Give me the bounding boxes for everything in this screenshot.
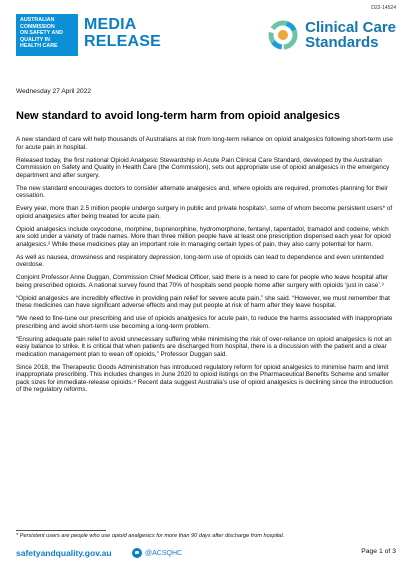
article-body (16, 136, 396, 399)
media-line: MEDIA (84, 16, 137, 33)
paragraph: “We need to fine-tune our prescribing and use of opioids analgesics for acute pain, to reduce the harms associated with inappropriate prescribing and avoid short-term use becoming a long-term problem. (16, 315, 393, 330)
ccs-wordmark (305, 20, 396, 50)
ccs-line: Standards (305, 34, 379, 51)
logo-line: COMMISSION (20, 23, 55, 30)
footnote: * Persistent users are people who use opioid analgesics for more than 90 days after discharge from hospital. (16, 533, 285, 539)
paragraph: As well as nausea, drowsiness and respiratory depression, long-term use of opioids can lead to dependence and even unintended overdose. (16, 253, 384, 268)
headline: New standard to avoid long-term harm from opioid analgesics (16, 110, 340, 122)
header (16, 14, 396, 56)
logo-line: QUALITY IN (20, 36, 50, 43)
twitter-label: @ACSQHC (145, 549, 183, 557)
paragraph: “Ensuring adequate pain relief to avoid unnecessary suffering while minimising the risk of over-reliance on opioid analgesics is not an easy balance to strike. It is critical that when patients are discharged from hospital, there is a discussion with the patient and a clear medication management plan to wean off opioids,” Professor Duggan said. (16, 335, 392, 358)
paragraph: A new standard of care will help thousands of Australians at risk from long-term reliance on opioid analgesics following short-term use for acute pain in hospital. (16, 136, 393, 151)
logo-line: HEALTH CARE (20, 43, 58, 50)
website-link[interactable]: safetyandquality.gov.au (16, 548, 112, 558)
paragraph: Conjoint Professor Anne Duggan, Commission Chief Medical Officer, said there is a need to care for people who leave hospital after being prescribed opioids. A national survey found that 70% of hospitals send people home after surgery with opioids ‘just in case’.³ (16, 274, 389, 289)
twitter-icon (132, 548, 142, 558)
paragraph: Released today, the first national Opioid Analgesic Stewardship in Acute Pain Clinical Care Standard, developed by the Australian Commission on Safety and Quality in Health Care (the Commission), sets out appropriate use of opioid analgesics in the emergency department and after surgery. (16, 156, 390, 179)
paragraph: “Opioid analgesics are incredibly effective in providing pain relief for severe acute pain,” she said. “However, we must remember that these medicines can have significant adverse effects and may put people at risk of harm after they leave hospital. (16, 294, 390, 309)
release-date: Wednesday 27 April 2022 (16, 88, 92, 95)
paragraph: Opioid analgesics include oxycodone, morphine, buprenorphine, hydromorphone, fentanyl, tapentadol, tramadol and codeine, which are sold under a variety of trade names. More than three million people have at least one prescription dispensed each year for opioid analgesics.² While these medicines play an important role in managing certain types of pain, they also carry potential for harm. (16, 225, 391, 248)
paragraph: Every year, more than 2.5 million people undergo surgery in public and private hospitals¹, some of whom become persistent users* of opioid analgesics after being treated for acute pain. (16, 205, 393, 220)
clinical-care-standards-logo (266, 17, 396, 53)
footer (16, 548, 396, 564)
footnote-divider (16, 530, 106, 531)
document-reference: D22-14524 (371, 5, 396, 11)
logo-line: AUSTRALIAN (20, 17, 55, 23)
twitter-handle[interactable] (132, 548, 182, 558)
page-number: Page 1 of 3 (361, 548, 396, 555)
ccs-ring-icon (266, 18, 300, 52)
media-release-title (84, 16, 161, 50)
ccs-line: Clinical Care (305, 19, 396, 36)
paragraph: The new standard encourages doctors to consider alternate analgesics and, where opioids are required, promotes planning for their cessation. (16, 184, 388, 199)
release-line: RELEASE (84, 33, 161, 50)
logo-line: ON SAFETY AND (20, 30, 63, 37)
paragraph: Since 2018, the Therapeutic Goods Administration has introduced regulatory reform for opioid analgesics to minimise harm and limit inappropriate prescribing. This includes changes in June 2020 to opioid listings on the Pharmaceutical Benefits Scheme and smaller pack sizes for immediate-release opioids.⁴ Recent data suggest Australia’s use of opioid analgesics is declining since the introduction of the regulatory reforms. (16, 363, 393, 393)
commission-logo (16, 14, 78, 56)
